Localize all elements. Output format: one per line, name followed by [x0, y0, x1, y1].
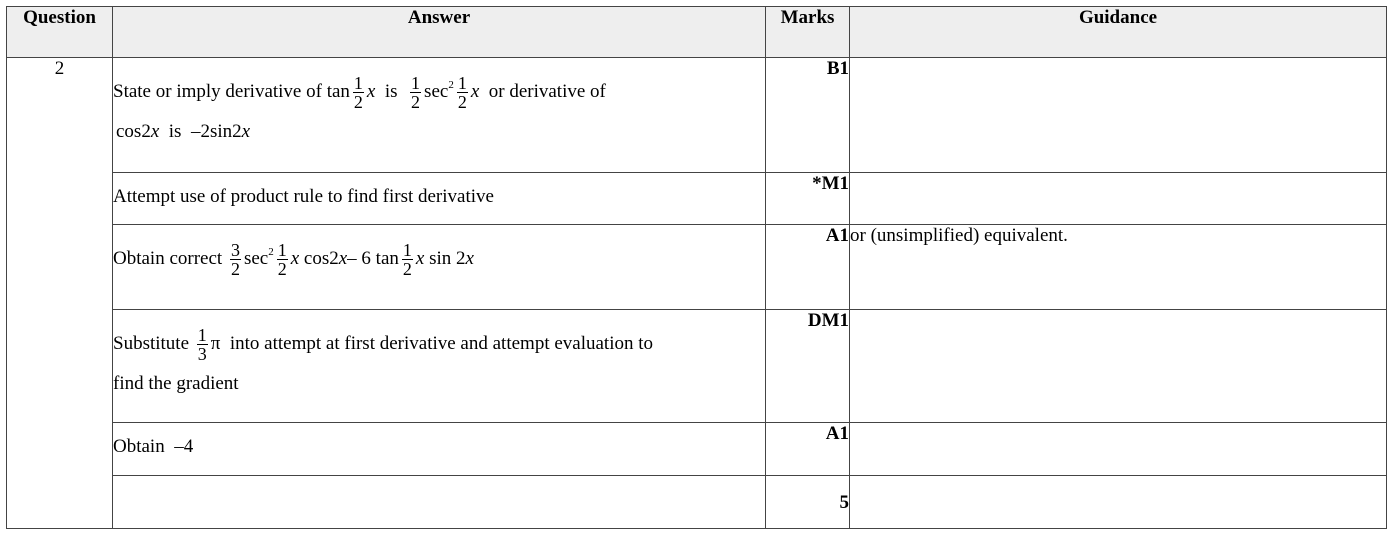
fraction-denominator: 3 [197, 344, 207, 364]
answer-text: State or imply derivative of [113, 80, 322, 102]
answer-cell [113, 225, 766, 310]
fraction [230, 241, 241, 278]
marks-cell: A1 [766, 423, 850, 476]
table-row [7, 310, 1387, 423]
fraction-numerator: 1 [457, 73, 467, 93]
math-cos: cos2 [116, 121, 151, 142]
answer-cell [113, 476, 766, 529]
math-variable: x [241, 121, 251, 142]
fraction [402, 241, 413, 278]
table-row [7, 225, 1387, 310]
fraction [353, 74, 364, 111]
answer-cell: Attempt use of product rule to find first derivative [113, 173, 766, 225]
fraction [410, 74, 421, 111]
fraction-denominator: 2 [402, 259, 412, 279]
math-tan: tan [326, 80, 350, 102]
fraction-numerator: 1 [402, 240, 412, 260]
math-variable: x [290, 247, 300, 269]
table-row [7, 423, 1387, 476]
math-expression [326, 73, 380, 112]
fraction-numerator: 1 [197, 325, 207, 345]
answer-line: find the gradient [113, 373, 239, 394]
math-expression [227, 240, 474, 279]
mark-scheme-table [6, 6, 1387, 529]
answer-cell: Obtain –4 [113, 423, 766, 476]
math-exponent: 2 [448, 78, 454, 91]
math-expression [116, 121, 159, 142]
math-variable: x [470, 80, 480, 102]
header-answer: Answer [113, 7, 766, 58]
fraction-denominator: 2 [411, 92, 421, 112]
math-exponent: 2 [268, 245, 274, 258]
answer-text: or derivative of [488, 80, 606, 102]
answer-text: is [384, 80, 398, 102]
marks-total: 5 [766, 476, 850, 529]
fraction-denominator: 2 [230, 259, 240, 279]
answer-text: Substitute [113, 332, 190, 354]
math-expression [191, 121, 250, 142]
fraction-numerator: 1 [353, 73, 363, 93]
guidance-cell [850, 310, 1387, 423]
math-sec: sec [243, 247, 269, 269]
answer-line [113, 225, 765, 278]
guidance-cell: or (unsimplified) equivalent. [850, 225, 1387, 310]
fraction [197, 326, 208, 363]
answer-line [113, 111, 765, 143]
math-tan: – 6 tan [347, 247, 399, 269]
fraction [457, 74, 468, 111]
table-row [7, 476, 1387, 529]
math-variable: x [415, 247, 425, 269]
answer-cell [113, 310, 766, 423]
math-variable: x [150, 121, 160, 142]
math-cos: cos2 [303, 247, 339, 269]
fraction-numerator: 1 [411, 73, 421, 93]
math-variable: x [366, 80, 376, 102]
math-expression [407, 73, 484, 112]
math-variable: x [465, 247, 474, 269]
math-sin: sin 2 [429, 247, 466, 269]
header-question: Question [7, 7, 113, 58]
fraction-denominator: 2 [353, 92, 363, 112]
marks-cell: B1 [766, 58, 850, 173]
fraction-numerator: 1 [277, 240, 287, 260]
fraction [277, 241, 288, 278]
math-pi: π [210, 332, 221, 354]
fraction-denominator: 2 [457, 92, 467, 112]
math-variable: x [338, 247, 348, 269]
answer-line [113, 310, 765, 363]
answer-text: into attempt at first derivative and attempt evaluation to [229, 332, 654, 354]
guidance-cell [850, 173, 1387, 225]
fraction-numerator: 3 [230, 240, 240, 260]
question-number: 2 [7, 58, 113, 529]
math-sec: sec [424, 80, 449, 102]
header-guidance: Guidance [850, 7, 1387, 58]
marks-cell: *M1 [766, 173, 850, 225]
math-expression [194, 325, 221, 364]
header-row [7, 7, 1387, 58]
answer-text: is [168, 121, 182, 142]
header-marks: Marks [766, 7, 850, 58]
table-row [7, 58, 1387, 173]
guidance-cell [850, 423, 1387, 476]
answer-cell [113, 58, 766, 173]
table-row [7, 173, 1387, 225]
answer-line [113, 58, 765, 111]
marks-cell: DM1 [766, 310, 850, 423]
fraction-denominator: 2 [277, 259, 287, 279]
math-sin: –2sin2 [190, 121, 242, 142]
marks-cell: A1 [766, 225, 850, 310]
guidance-cell [850, 476, 1387, 529]
answer-text: Obtain correct [113, 247, 223, 269]
guidance-cell [850, 58, 1387, 173]
